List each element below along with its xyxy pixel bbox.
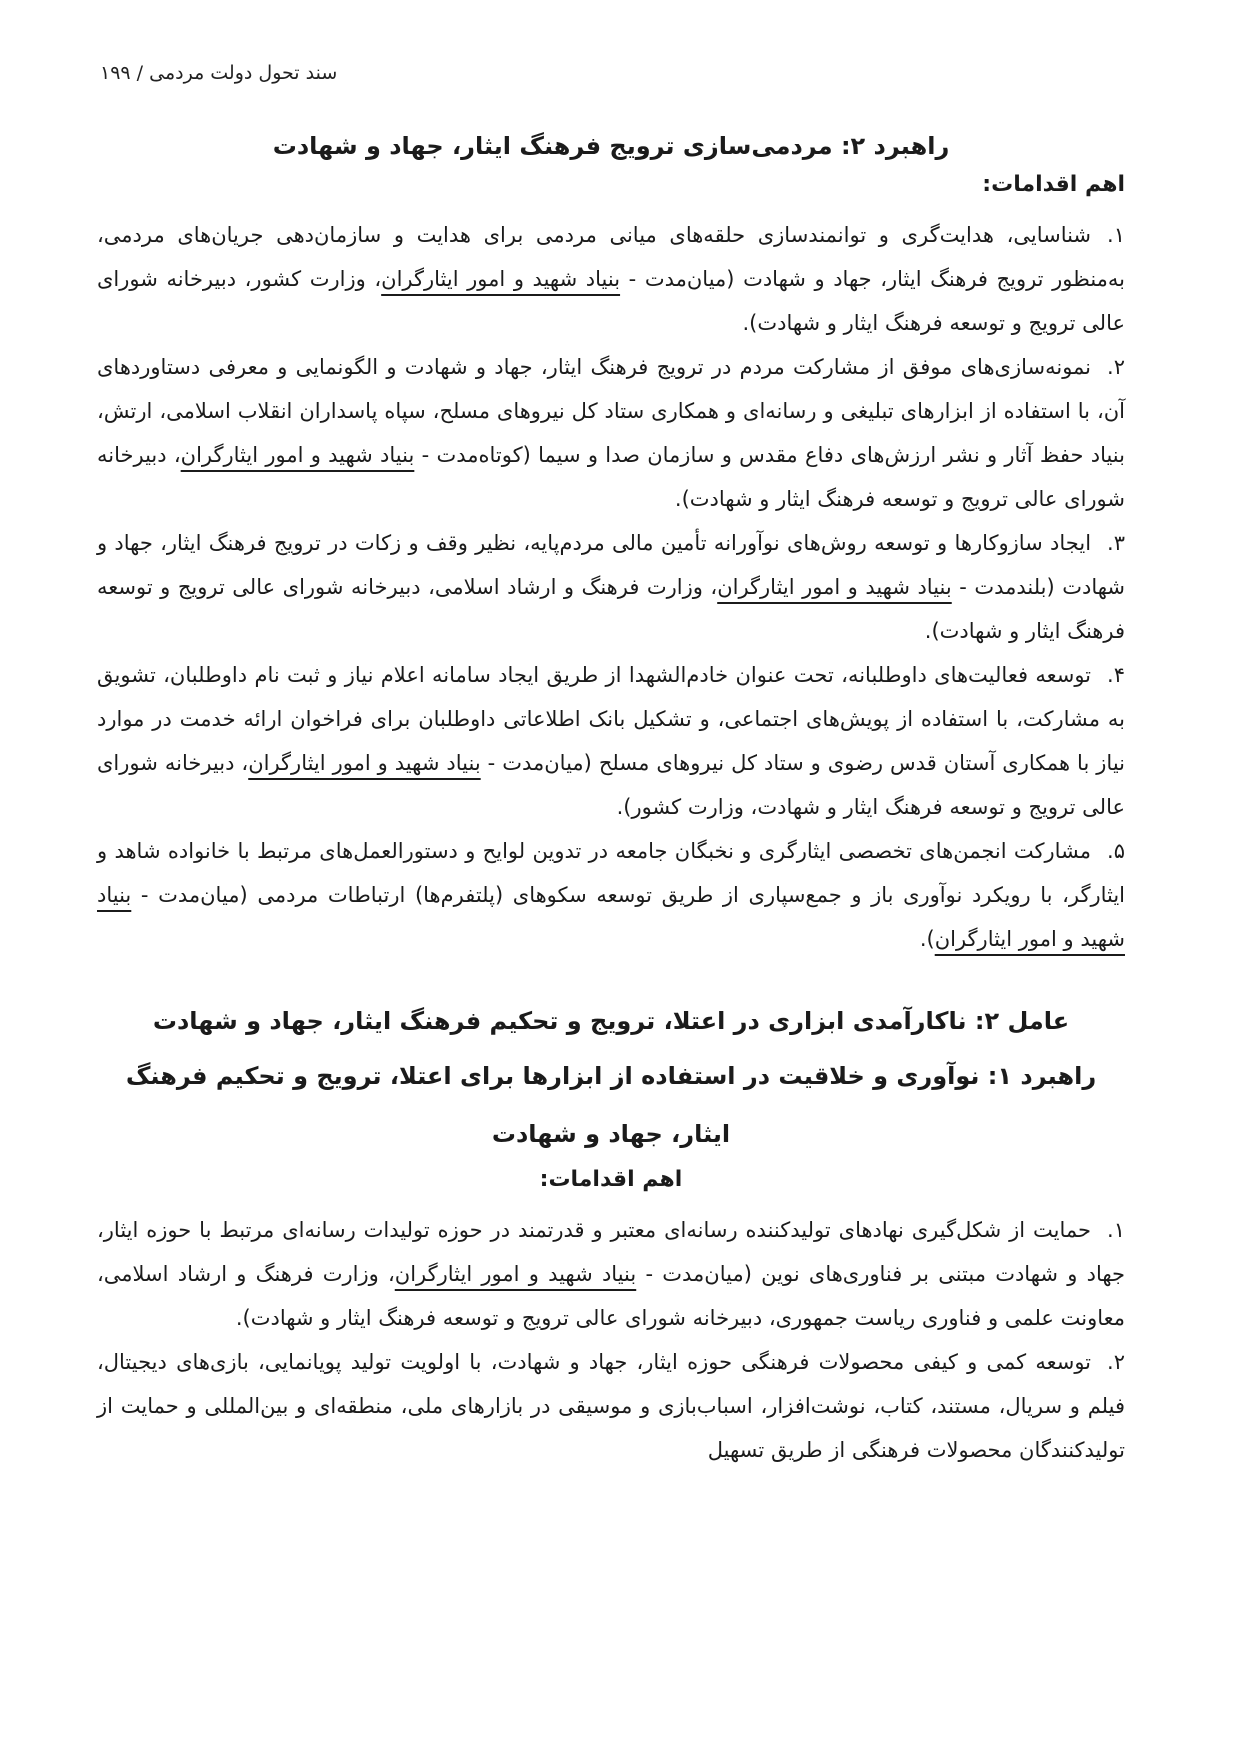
text-run: ، وزارت فرهنگ و ارشاد اسلامی، معاونت علمی و فناوری ریاست جمهوری، دبیرخانه شورای عالی ترویج و توسعه فرهنگ ایثار و شهادت). bbox=[97, 1262, 1125, 1330]
list-item bbox=[97, 345, 1125, 521]
item-number: ۲. bbox=[1107, 1350, 1125, 1374]
item-text bbox=[97, 839, 1125, 951]
list-item bbox=[97, 1208, 1125, 1340]
item-number: ۱. bbox=[1107, 223, 1125, 247]
text-run: ، دبیرخانه شورای عالی ترویج و توسعه فرهنگ ایثار و شهادت، وزارت کشور). bbox=[97, 751, 1125, 819]
list-item bbox=[97, 829, 1125, 961]
text-run: شناسایی، هدایت‌گری و توانمندسازی حلقه‌های میانی مردمی برای هدایت و سازمان‌دهی جریان‌های مردمی، به‌منظور ترویج فرهنگ ایثار، جهاد و شهادت (میان‌مدت - bbox=[97, 223, 1126, 291]
text-run: ، دبیرخانه شورای عالی ترویج و توسعه فرهنگ ایثار و شهادت). bbox=[97, 443, 1125, 511]
text-run: حمایت از شکل‌گیری نهادهای تولیدکننده رسانه‌ای معتبر و قدرتمند در حوزه تولیدات رسانه‌ای مرتبط با حوزه ایثار، جهاد و شهادت مبتنی بر فناوری‌های نوین (میان‌مدت - bbox=[97, 1218, 1126, 1286]
actions-list-2 bbox=[97, 1208, 1125, 1472]
item-number: ۳. bbox=[1107, 531, 1125, 555]
actions-list-1 bbox=[97, 213, 1125, 961]
item-text bbox=[97, 663, 1125, 819]
text-run: نمونه‌سازی‌های موفق از مشارکت مردم در ترویج فرهنگ ایثار، جهاد و شهادت و الگونمایی و معرفی دستاوردهای آن، با استفاده از ابزارهای تبلیغی و رسانه‌ای و همکاری ستاد کل نیروهای مسلح، سپاه پاسداران انقلاب اسلامی، ارتش، بنیاد حفظ آثار و نشر ارزش‌های دفاع مقدس و سازمان صدا و سیما (کوتاه‌مدت - bbox=[97, 355, 1125, 467]
running-header-page-number: سند تحول دولت مردمی / ۱۹۹ bbox=[100, 62, 338, 84]
text-run: ، وزارت فرهنگ و ارشاد اسلامی، دبیرخانه شورای عالی ترویج و توسعه فرهنگ ایثار و شهادت). bbox=[97, 575, 1125, 643]
list-item bbox=[97, 521, 1125, 653]
item-text bbox=[97, 223, 1125, 335]
factor-2-title: عامل ۲: ناکارآمدی ابزاری در اعتلا، ترویج و تحکیم فرهنگ ایثار، جهاد و شهادت bbox=[152, 1007, 1070, 1035]
item-text bbox=[97, 1350, 1125, 1462]
item-number: ۱. bbox=[1107, 1218, 1125, 1242]
underlined-org-name: بنیاد شهید و امور ایثارگران bbox=[180, 443, 415, 467]
list-item bbox=[97, 653, 1125, 829]
item-number: ۲. bbox=[1107, 355, 1125, 379]
actions-label-1: اهم اقدامات: bbox=[982, 172, 1125, 197]
underlined-org-name: بنیاد شهید و امور ایثارگران bbox=[97, 883, 1125, 951]
text-run: توسعه فعالیت‌های داوطلبانه، تحت عنوان خادم‌الشهدا از طریق ایجاد سامانه اعلام نیاز و ثبت نام داوطلبان، تشویق به مشارکت، با استفاده از پویش‌های اجتماعی، و تشکیل بانک اطلاعاتی داوطلبان برای فراخوان ارائه خدمت در موارد نیاز با همکاری آستان قدس رضوی و ستاد کل نیروهای مسلح (میان‌مدت - bbox=[97, 663, 1126, 775]
list-item bbox=[97, 1340, 1125, 1472]
text-run: مشارکت انجمن‌های تخصصی ایثارگری و نخبگان جامعه در تدوین لوایح و دستورالعمل‌های مرتبط با خانواده شاهد و ایثارگر، با رویکرد نوآوری باز و جمع‌سپاری از طریق توسعه سکوهای (پلتفرم‌ها) ارتباطات مردمی (میان‌مدت - bbox=[97, 839, 1125, 907]
text-run: ). bbox=[919, 927, 935, 951]
actions-label-2: اهم اقدامات: bbox=[539, 1167, 683, 1192]
item-text bbox=[97, 531, 1125, 643]
text-run: ، وزارت کشور، دبیرخانه شورای عالی ترویج و توسعه فرهنگ ایثار و شهادت). bbox=[97, 267, 1125, 335]
strategy-2-title: راهبرد ۲: مردمی‌سازی ترویج فرهنگ ایثار، جهاد و شهادت bbox=[272, 132, 950, 160]
strategy-1-title: راهبرد ۱: نوآوری و خلاقیت در استفاده از ابزارها برای اعتلا، ترویج و تحکیم فرهنگ ایثار، جهاد و شهادت bbox=[125, 1062, 1097, 1148]
text-run: توسعه کمی و کیفی محصولات فرهنگی حوزه ایثار، جهاد و شهادت، با اولویت تولید پویانمایی، بازی‌های دیجیتال، فیلم و سریال، مستند، کتاب، نوشت‌افزار، اسباب‌بازی و موسیقی در بازارهای ملی، منطقه‌ای و بین‌المللی و حمایت از تولیدکنندگان محصولات فرهنگی از طریق تسهیل bbox=[97, 1350, 1125, 1462]
underlined-org-name: بنیاد شهید و امور ایثارگران bbox=[394, 1262, 637, 1286]
item-text bbox=[97, 1218, 1125, 1330]
item-number: ۵. bbox=[1107, 839, 1125, 863]
underlined-org-name: بنیاد شهید و امور ایثارگران bbox=[248, 751, 481, 775]
item-number: ۴. bbox=[1107, 663, 1125, 687]
page-content bbox=[97, 128, 1125, 1472]
item-text bbox=[97, 355, 1125, 511]
underlined-org-name: بنیاد شهید و امور ایثارگران bbox=[381, 267, 621, 291]
list-item bbox=[97, 213, 1125, 345]
text-run: ایجاد سازوکارها و توسعه روش‌های نوآورانه تأمین مالی مردم‌پایه، نظیر وقف و زکات در ترویج فرهنگ ایثار، جهاد و شهادت (بلندمدت - bbox=[97, 531, 1126, 599]
underlined-org-name: بنیاد شهید و امور ایثارگران bbox=[717, 575, 952, 599]
